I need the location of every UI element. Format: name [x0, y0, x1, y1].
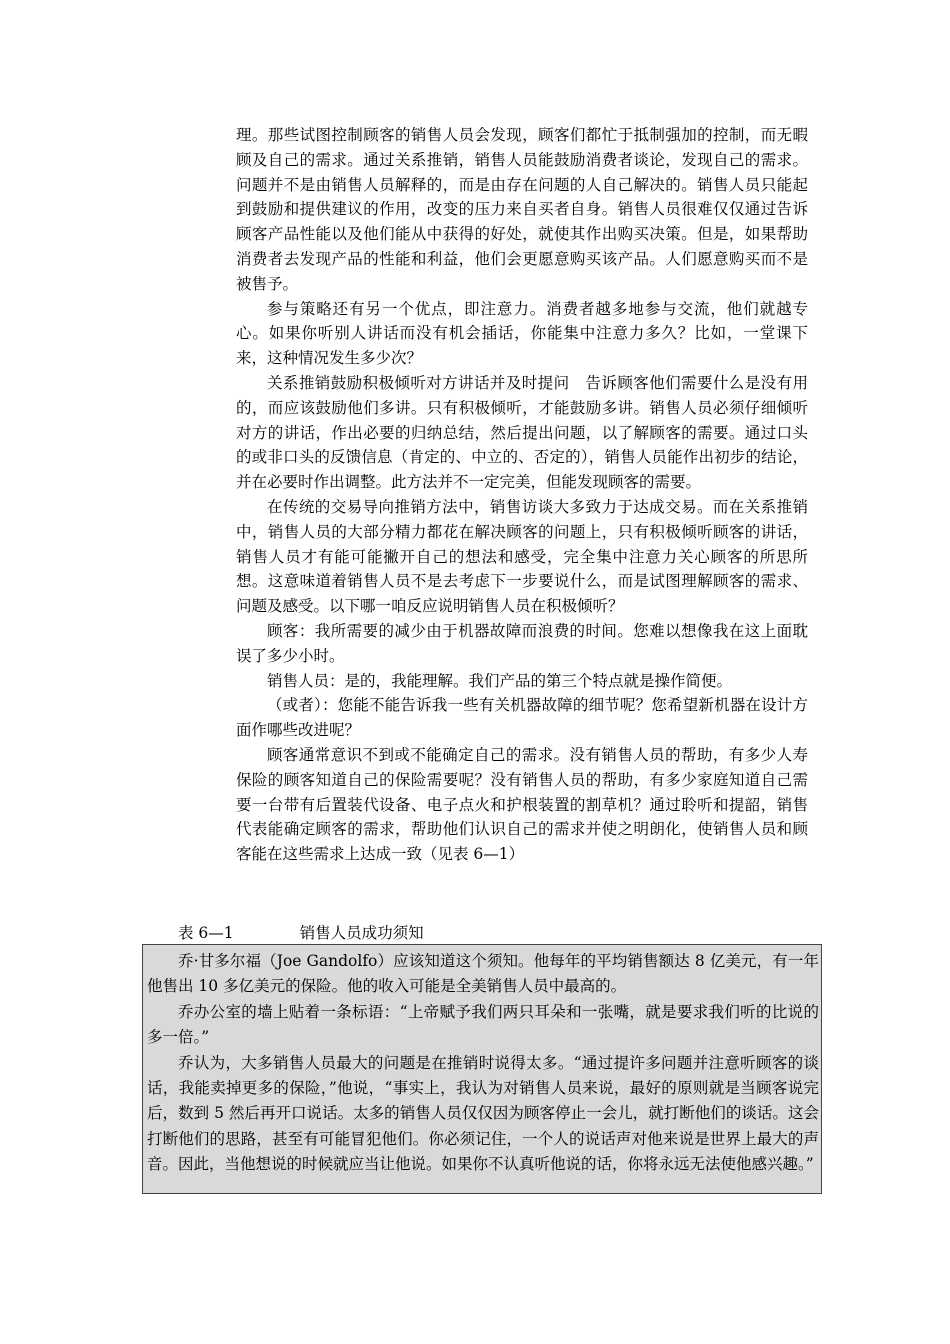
body-paragraph-3: 关系推销鼓励积极倾听对方讲话并及时提问 告诉顾客他们需要什么是没有用的，而应该鼓励他们多讲。只有积极倾听，才能鼓励多讲。销售人员必须仔细倾听对方的讲话，作出必要的归纳总结，然后提出问题，以了解顾客的需要。通过口头的或非口头的反馈信息（肯定的、中立的、否定的），销售人员能作出初步的结论，并在必要时作出调整。此方法并不一定完美，但能发现顾客的需要。 [236, 373, 808, 492]
table-box [142, 944, 822, 1194]
table-text [147, 949, 819, 1178]
body-paragraph-6: 销售人员：是的，我能理解。我们产品的第三个特点就是操作简便。 [267, 671, 733, 690]
table-paragraph-2: 乔办公室的墙上贴着一条标语：“上帝赋予我们两只耳朵和一张嘴，就是要求我们听的比说的多一倍。” [147, 1002, 819, 1047]
table-title: 销售人员成功须知 [299, 924, 424, 942]
body-text [236, 123, 808, 867]
table-paragraph-1: 乔·甘多尔福（Joe Gandolfo）应该知道这个须知。他每年的平均销售额达 8 亿美元，有一年他售出 10 多亿美元的保险。他的收入可能是全美销售人员中最高的。 [147, 952, 819, 996]
table-number: 表 6—1 [178, 924, 234, 942]
body-paragraph-2: 参与策略还有另一个优点，即注意力。消费者越多地参与交流，他们就越专心。如果你听别人讲话而没有机会插话，你能集中注意力多久？比如，一堂课下来，这种情况发生多少次？ [236, 299, 808, 368]
table-caption [178, 922, 424, 944]
body-paragraph-8: 顾客通常意识不到或不能确定自己的需求。没有销售人员的帮助，有多少人寿保险的顾客知道自己的保险需要呢？没有销售人员的帮助，有多少家庭知道自己需要一台带有后置装代设备、电子点火和护根装置的割草机？通过聆听和提韶，销售代表能确定顾客的需求，帮助他们认识自己的需求并使之明朗化，使销售人员和顾客能在这些需求上达成一致（见表 6—1） [236, 745, 808, 864]
table-paragraph-3: 乔认为，大多销售人员最大的问题是在推销时说得太多。“通过提许多问题并注意听顾客的谈话，我能卖掉更多的保险，”他说，“事实上，我认为对销售人员来说，最好的原则就是当顾客说完后，数到 5 然后再开口说话。太多的销售人员仅仅因为顾客停止一会儿，就打断他们的谈话。这会打断他们的思路，甚至有可能冒犯他们。你必须记住，一个人的说话声对他来说是世界上最大的声音。因此，当他想说的时候就应当让他说。如果你不认真听他说的话，你将永远无法使他感兴趣。” [147, 1053, 819, 1174]
body-paragraph-7: （或者）：您能不能告诉我一些有关机器故障的细节呢？您希望新机器在设计方面作哪些改进呢？ [236, 696, 808, 740]
body-paragraph-1: 理。那些试图控制顾客的销售人员会发现，顾客们都忙于抵制强加的控制，而无暇顾及自己的需求。通过关系推销，销售人员能鼓励消费者谈论，发现自己的需求。问题并不是由销售人员解释的，而是由存在问题的人自己解决的。销售人员只能起到鼓励和提供建议的作用，改变的压力来自买者自身。销售人员很难仅仅通过告诉顾客产品性能以及他们能从中获得的好处，就使其作出购买决策。但是，如果帮助消费者去发现产品的性能和利益，他们会更愿意购买该产品。人们愿意购买而不是被售予。 [236, 126, 808, 293]
body-paragraph-5: 顾客：我所需要的减少由于机器故障而浪费的时间。您难以想像我在这上面耽误了多少小时。 [236, 621, 808, 665]
body-paragraph-4: 在传统的交易导向推销方法中，销售访谈大多致力于达成交易。而在关系推销中，销售人员的大部分精力都花在解决顾客的问题上，只有积极倾听顾客的讲话，销售人员才有能可能撇开自己的想法和感受，完全集中注意力关心顾客的所思所想。这意味道着销售人员不是去考虑下一步要说什么，而是试图理解顾客的需求、问题及感受。以下哪一咱反应说明销售人员在积极倾听？ [236, 497, 808, 616]
